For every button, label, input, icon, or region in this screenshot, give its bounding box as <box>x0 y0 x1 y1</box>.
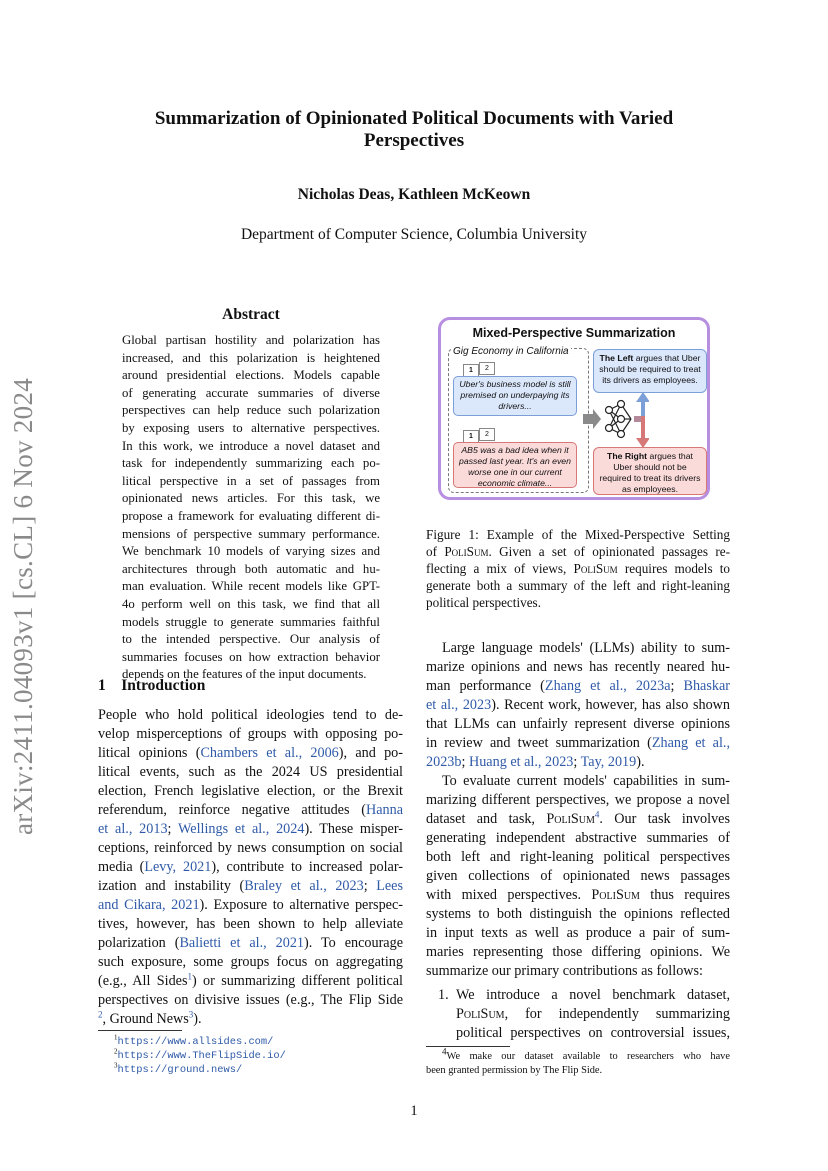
footnote-rule <box>426 1046 510 1047</box>
body-line: summarize our primary contributions as follows: <box>426 963 703 979</box>
citation-link[interactable]: and Cikara, 2021 <box>98 897 200 913</box>
body-line <box>426 734 730 753</box>
footnote-url[interactable]: https://ground.news/ <box>117 1064 243 1076</box>
body-line: both left and right-leaning political perspectives <box>426 849 730 865</box>
text: man performance ( <box>426 678 545 694</box>
abstract-line: mensions of perspective summary performance. <box>122 526 380 541</box>
footnote-4-line <box>442 1046 730 1064</box>
citation-link[interactable]: et al., 2013 <box>98 821 168 837</box>
model-network-icon <box>579 392 649 448</box>
footnote-number: 1 <box>114 1033 118 1042</box>
page-number: 1 <box>410 1103 418 1119</box>
text: ; <box>167 821 179 837</box>
abstract-line: to the intended perspective. Our analysis of <box>122 632 380 647</box>
citation-link[interactable]: Wellings et al., 2024 <box>178 821 305 837</box>
citation-link[interactable]: Chambers et al., 2006 <box>200 745 339 761</box>
text: dataset and task, <box>426 811 547 827</box>
abstract-line: of generating accurate summaries of diverse <box>122 385 380 400</box>
list-number: 1. <box>438 987 449 1003</box>
intro-line <box>98 744 403 763</box>
citation-link[interactable]: 2023b <box>426 754 462 770</box>
topic-label: Gig Economy in California <box>453 346 569 357</box>
intro-line: velop misperceptions of groups with opposing po- <box>98 726 403 742</box>
up-arrow-icon <box>636 392 649 402</box>
down-arrow-shaft <box>641 416 645 440</box>
section-title: Introduction <box>121 677 206 694</box>
text: ; <box>670 678 684 694</box>
text: media ( <box>98 859 145 875</box>
text: thus requires <box>639 887 730 903</box>
list-item-line: We introduce a novel benchmark dataset, <box>456 987 730 1003</box>
text: . Given a set of opinionated passages re- <box>488 544 730 559</box>
passage-tab-2: 2 <box>479 428 495 441</box>
text: ), contribute to increased polar- <box>211 859 404 875</box>
intro-line <box>98 877 403 896</box>
citation-link[interactable]: Zhang et al., 2023a <box>544 678 671 694</box>
body-line <box>426 696 730 715</box>
passage-left: Uber's business model is still premised on underpaying its drivers... <box>453 376 577 416</box>
footnote-number: 2 <box>114 1047 118 1056</box>
citation-link[interactable]: Braley et al., 2023 <box>244 878 364 894</box>
right-label: The Right <box>607 451 648 461</box>
section-number: 1 <box>98 677 106 694</box>
text: (e.g., All Sides <box>98 973 188 989</box>
text: ; <box>461 754 469 770</box>
intro-line <box>98 934 403 953</box>
abstract-line: Global partisan hostility and polarization has <box>122 333 380 347</box>
body-line: marizing different perspectives, we propose a novel <box>426 792 730 808</box>
abstract-line: models struggle to generate summaries faithful <box>122 614 380 629</box>
text: requires models to <box>617 561 730 576</box>
dataset-name: PoliSum <box>456 1006 505 1022</box>
footnote-3 <box>114 1063 242 1077</box>
body-line: maries representing those differing opinions. We <box>426 944 730 960</box>
intro-line <box>98 801 403 820</box>
footnote-ref[interactable]: 4 <box>594 809 600 820</box>
text: ; <box>573 754 581 770</box>
text: with mixed perspectives. <box>426 887 592 903</box>
intro-line: People who hold political ideologies tend to de- <box>98 707 403 723</box>
text: , Ground News <box>102 1011 189 1027</box>
abstract-line-text: depends on the features of the input documents. <box>122 667 367 682</box>
body-line: generating independent abstractive summaries of <box>426 830 730 846</box>
abstract-line: task for independently summarizing each po- <box>122 456 380 471</box>
body-line: systems to both distinguish the opinions reflected <box>426 906 730 922</box>
footnote-number: 3 <box>114 1061 118 1070</box>
caption-line <box>426 561 730 578</box>
intro-line <box>98 858 403 877</box>
passage-tab-2: 2 <box>479 362 495 375</box>
body-line: given collections of opinionated news passages <box>426 868 730 884</box>
text: flecting a mix of views, <box>426 561 574 576</box>
text: ; <box>363 878 377 894</box>
intro-line: tives, however, has been shown to help alleviate <box>98 916 403 932</box>
input-arrow-icon <box>583 409 601 429</box>
title-line-1: Summarization of Opinionated Political Documents with Varied <box>154 108 674 129</box>
figure-1 <box>438 317 710 500</box>
caption-line: generate both a summary of the left and right-leaning <box>426 578 730 593</box>
abstract-line: around presidential elections. Models capable <box>122 368 380 383</box>
abstract-line: by exposing users to alternative perspectives. <box>122 421 380 435</box>
body-line: in input texts as well as produce a pair of sum- <box>426 925 730 941</box>
caption-line: political perspectives. <box>426 595 541 610</box>
footnote-number: 4 <box>442 1046 447 1057</box>
citation-link[interactable]: Huang et al., 2023 <box>468 754 574 770</box>
abstract-line: 4o perform well on this task, we find that all <box>122 597 380 611</box>
text: referendum, reinforce negative attitudes ( <box>98 802 366 818</box>
figure-title: Mixed-Perspective Summarization <box>472 326 676 340</box>
footnote-ref[interactable]: 1 <box>187 971 192 982</box>
section-heading-introduction <box>98 677 205 695</box>
arxiv-stamp: arXiv:2411.04093v1 [cs.CL] 6 Nov 2024 <box>8 377 38 835</box>
text: ). <box>636 754 645 770</box>
citation-link[interactable]: Bhaskar <box>683 678 730 694</box>
left-summary-text: argues that Uber should be required to treat its drivers as employees. <box>599 353 701 385</box>
right-summary <box>593 447 707 495</box>
intro-line: perspectives on divisive issues (e.g., The Flip Side <box>98 992 403 1008</box>
network-icon <box>606 401 632 438</box>
text: polarization ( <box>98 935 180 951</box>
body-line: that LLMs can unfairly represent diverse opinions <box>426 716 730 732</box>
list-item-line: political perspectives on controversial issues, <box>456 1025 730 1041</box>
abstract-line: litical perspective in a set of passages from <box>122 473 380 488</box>
authors: Nicholas Deas, Kathleen McKeown <box>297 186 531 203</box>
abstract-line: perspectives can help reduce such polarization <box>122 403 380 418</box>
dataset-name: PoliSum <box>444 544 489 559</box>
citation-link[interactable]: Tay, 2019 <box>580 754 637 770</box>
body-line: To evaluate current models' capabilities in sum- <box>442 773 730 789</box>
dataset-name: PoliSum <box>573 561 618 576</box>
citation-link[interactable]: Zhang et al., <box>651 735 730 751</box>
passage-tab-1: 1 <box>463 430 479 443</box>
dataset-name: PoliSum <box>591 887 640 903</box>
abstract-line: summaries focuses on how extraction behavior <box>122 649 380 664</box>
text: litical opinions ( <box>98 745 201 761</box>
text: in review and tweet summarization ( <box>426 735 652 751</box>
intro-line: election, French legislative election, or the Brexit <box>98 783 403 799</box>
body-line <box>426 810 730 829</box>
text: ization and instability ( <box>98 878 245 894</box>
body-line <box>426 886 730 905</box>
body-line <box>426 753 730 772</box>
abstract-line: We benchmark 10 models of varying sizes and <box>122 544 380 559</box>
abstract-line: propose a framework for evaluating different di- <box>122 509 380 523</box>
text: ). To encourage <box>304 935 403 951</box>
footnote-2 <box>114 1049 286 1063</box>
citation-link[interactable]: et al., 2023 <box>426 697 492 713</box>
abstract-line: architectures through both automatic and hu- <box>122 561 380 576</box>
intro-line <box>98 896 403 915</box>
intro-line: such exposure, some groups focus on aggregating <box>98 954 403 970</box>
citation-link[interactable]: Hanna <box>365 802 403 818</box>
footnote-rule <box>98 1030 182 1031</box>
body-line <box>426 677 730 696</box>
caption-line <box>426 544 730 561</box>
passage-right: AB5 was a bad idea when it passed last year. It's an even worse one in our current economic climate... <box>453 442 577 488</box>
intro-line: ceptions, reinforced by news consumption on social <box>98 840 403 856</box>
citation-link[interactable]: Levy, 2021 <box>144 859 212 875</box>
footnote-ref[interactable]: 2 <box>98 1009 103 1020</box>
text: of <box>426 544 445 559</box>
caption-line: Figure 1: Example of the Mixed-Perspective Setting <box>426 527 730 542</box>
text: We make our dataset available to researchers who have <box>446 1051 730 1062</box>
citation-link[interactable]: Balietti et al., 2021 <box>179 935 305 951</box>
body-line: Large language models' (LLMs) ability to sum- <box>442 640 730 656</box>
intro-line <box>98 1010 403 1029</box>
abstract-line: In this work, we introduce a novel dataset and <box>122 438 380 453</box>
right-summary-text: argues that Uber should not be required to treat its drivers as employees. <box>599 451 701 494</box>
text: ). These misper- <box>304 821 403 837</box>
left-label: The Left <box>599 353 634 363</box>
body-line: marize opinions and news has recently neared hu- <box>426 659 730 675</box>
text: ), and po- <box>338 745 404 761</box>
footnote-url[interactable]: https://www.TheFlipSide.io/ <box>117 1050 286 1062</box>
intro-line: litical events, such as the 2024 US presidential <box>98 764 403 780</box>
intro-line <box>98 820 403 839</box>
text: ). Recent work, however, has also shown <box>491 697 730 713</box>
footnote-1 <box>114 1035 273 1049</box>
abstract-line: opinionated news articles. For this task, we <box>122 491 380 506</box>
citation-link[interactable]: Lees <box>376 878 403 894</box>
affiliation: Department of Computer Science, Columbia University <box>240 226 588 243</box>
dataset-name: PoliSum <box>546 811 595 827</box>
text: ) or summarizing different political <box>192 973 403 989</box>
text: ). Exposure to alternative perspec- <box>199 897 403 913</box>
abstract-line: man evaluation. While recent models like GPT- <box>122 579 380 594</box>
passage-tab-1: 1 <box>463 364 479 377</box>
list-item-line <box>456 1005 730 1024</box>
abstract-line: increased, and this polarization is heightened <box>122 350 380 365</box>
text: . Our task involves <box>599 811 731 827</box>
paper-title <box>100 108 728 152</box>
text: ). <box>193 1011 202 1027</box>
left-summary <box>593 349 707 393</box>
intro-line <box>98 972 403 991</box>
abstract-heading: Abstract <box>222 306 280 323</box>
footnote-4-line: been granted permission by The Flip Side. <box>426 1065 603 1076</box>
text: , for independently summarizing <box>504 1006 730 1022</box>
title-line-2: Perspectives <box>363 130 465 151</box>
footnote-url[interactable]: https://www.allsides.com/ <box>117 1036 274 1048</box>
down-arrow-icon <box>636 438 649 448</box>
footnote-ref[interactable]: 3 <box>188 1009 194 1020</box>
